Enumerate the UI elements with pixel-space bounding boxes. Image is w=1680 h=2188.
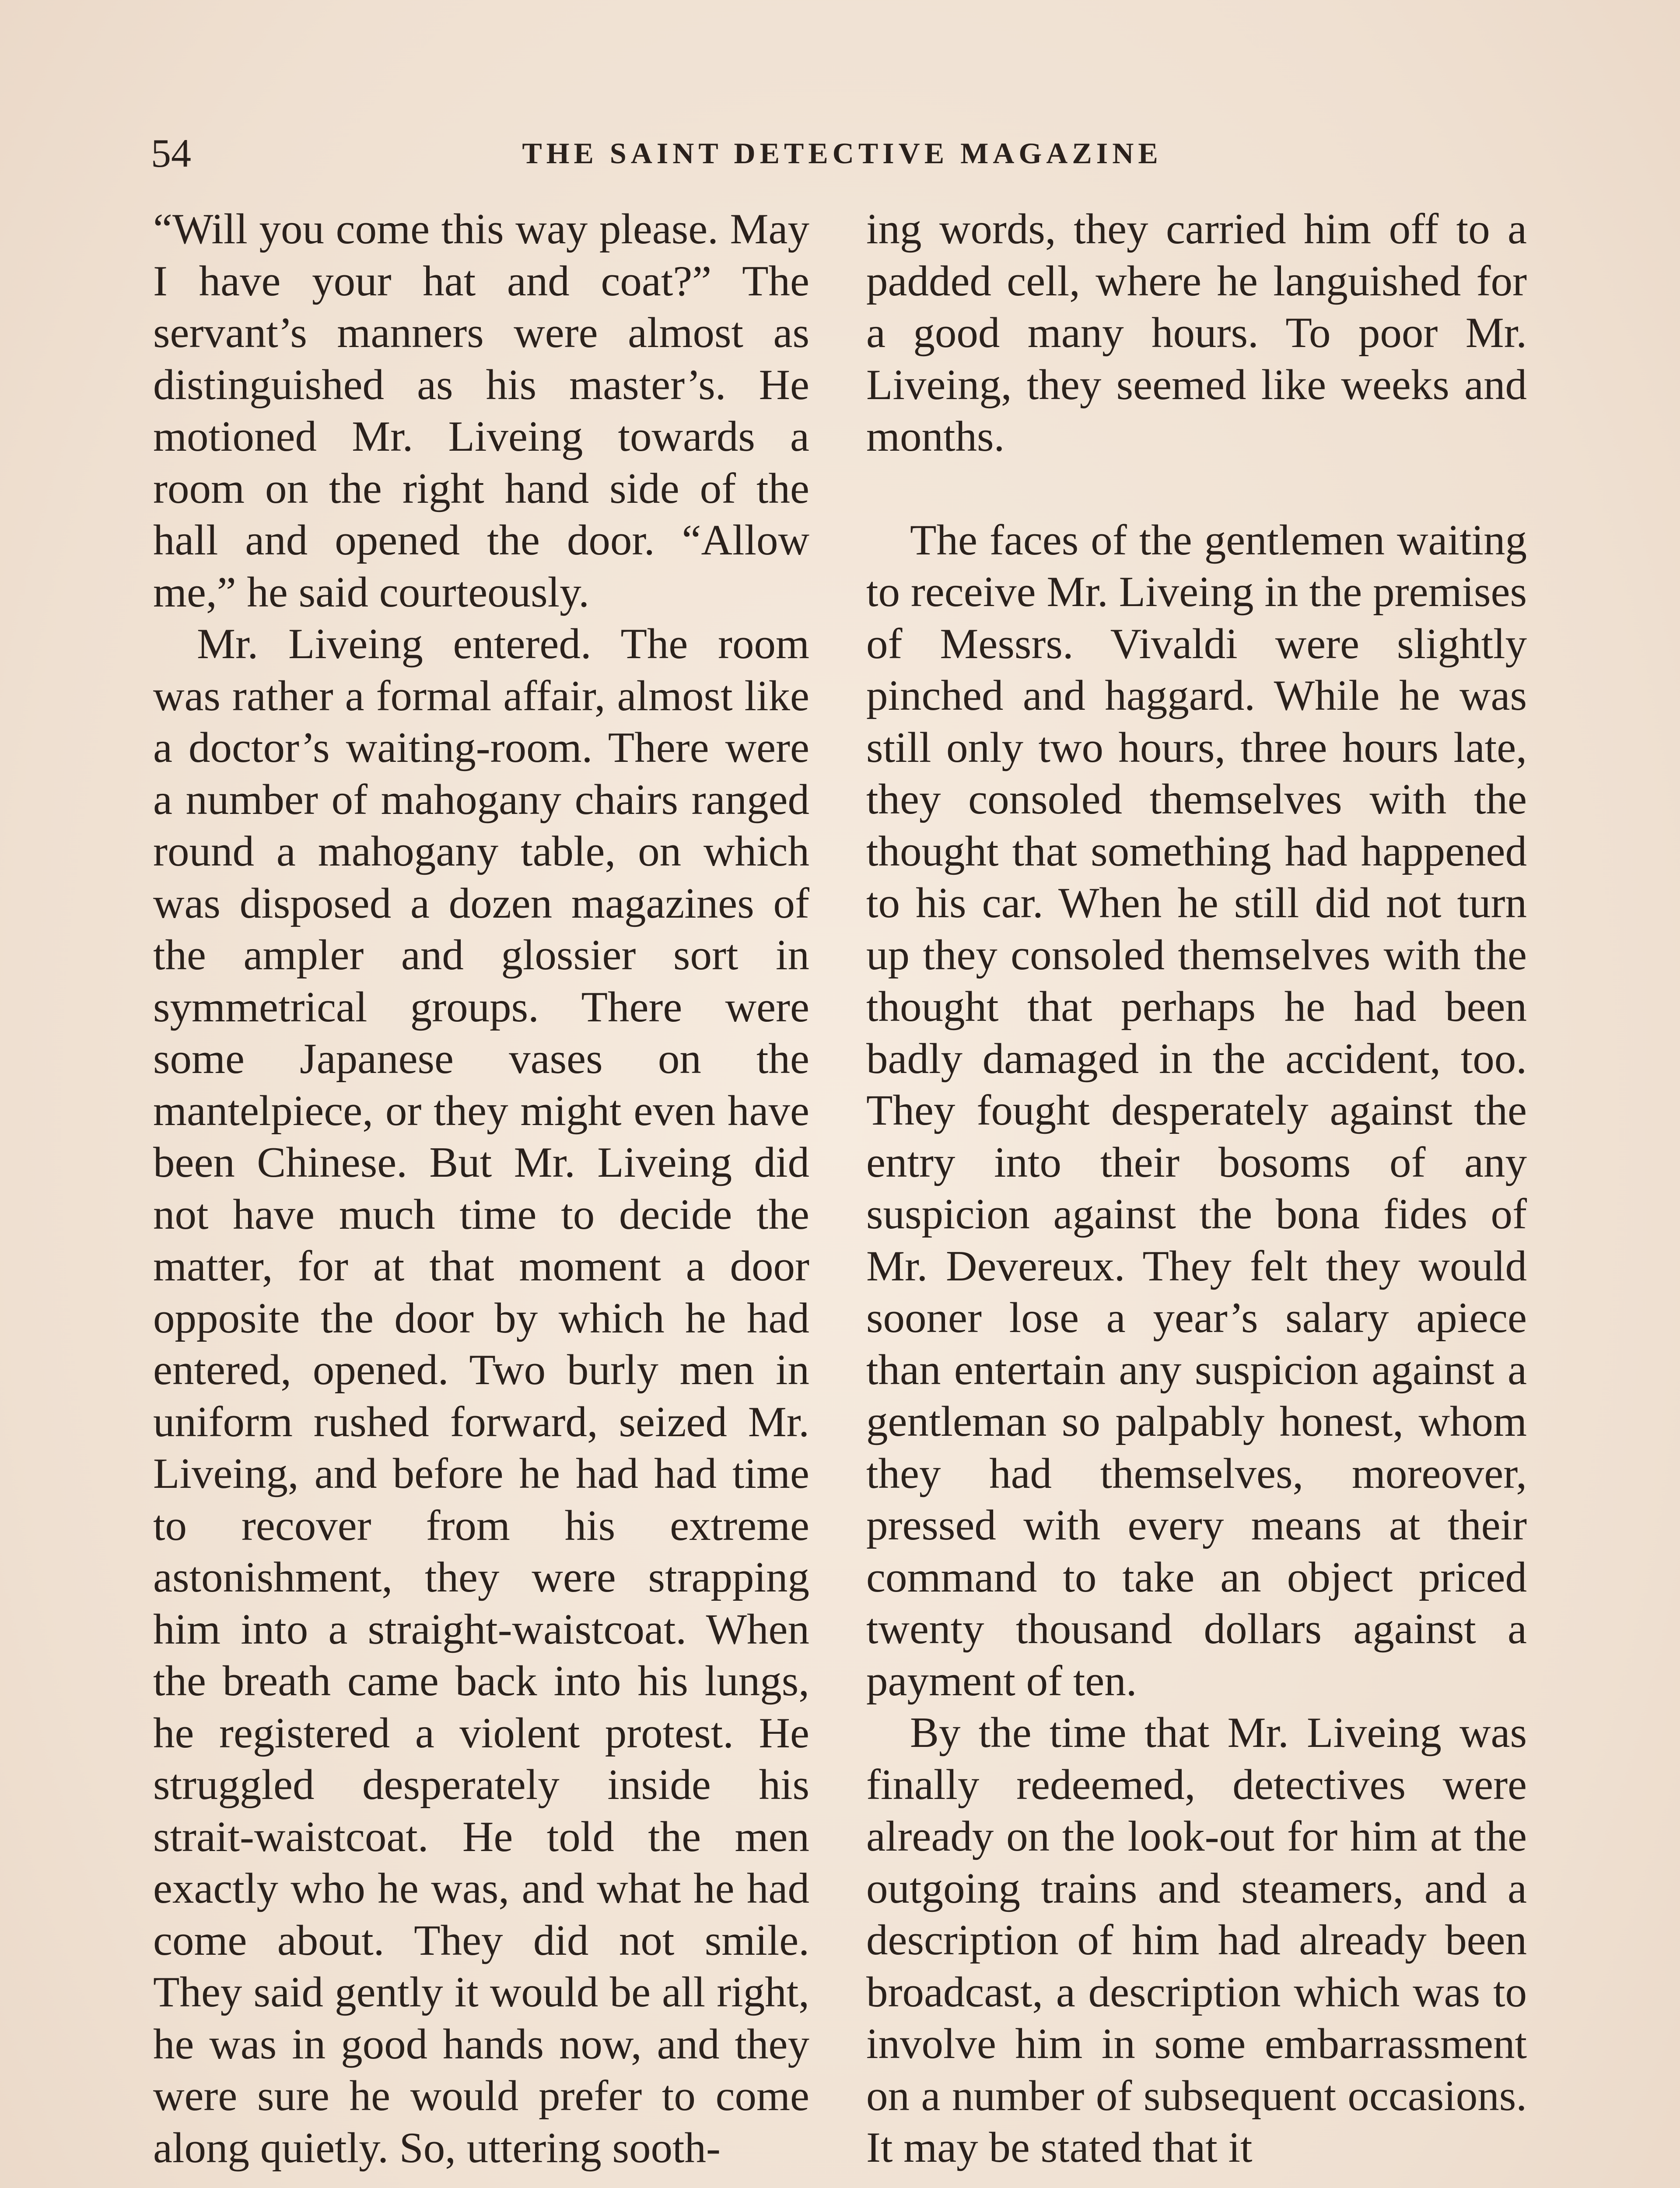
- running-head: THE SAINT DETECTIVE MAGAZINE: [522, 137, 1162, 170]
- page-number: 54: [151, 131, 191, 175]
- left-paragraph-1: “Will you come this way please. May I have your hat and coat?” The servant’s manners were almost as distinguished as his master’s. He motioned Mr. Liveing towards a room on the right hand side of the hall and opened the door. “Allow me,” he said courteously.: [153, 205, 809, 616]
- right-paragraph-3: By the time that Mr. Liveing was finally redeemed, detectives were already on the look-out for him at the outgoing trains and steamers, and a description of him had already been broadcast, a description which was to involve him in some embarrassment on a number of subsequent occasions. It may be stated that it: [866, 1709, 1527, 2171]
- right-paragraph-2: The faces of the gentlemen waiting to receive Mr. Liveing in the premises of Messrs. Vivaldi were slightly pinched and haggard. While he was still only two hours, three hours late, they consoled themselves with the thought that something had happened to his car. When he still did not turn up they consoled themselves with the thought that perhaps he had been badly damaged in the accident, too. They fought desperately against the entry into their bosoms of any suspicion against the bona fides of Mr. Devereux. They felt they would sooner lose a year’s salary apiece than entertain any suspicion against a gentleman so palpably honest, whom they had themselves, moreover, pressed with every means at their command to take an object priced twenty thousand dollars against a payment of ten.: [866, 516, 1527, 1705]
- right-column: [866, 203, 1527, 2174]
- page-header: [151, 129, 1533, 177]
- left-column: [153, 203, 809, 2174]
- right-paragraph-1: ing words, they carried him off to a padded cell, where he languished for a good many hours. To poor Mr. Liveing, they seemed like weeks and months.: [866, 205, 1527, 460]
- left-paragraph-2: Mr. Liveing entered. The room was rather a formal affair, almost like a doctor’s waiting-room. There were a number of mahogany chairs ranged round a mahogany table, on which was disposed a dozen magazines of the ampler and glossier sort in symmetrical groups. There were some Japanese vases on the mantelpiece, or they might even have been Chinese. But Mr. Liveing did not have much time to decide the matter, for at that moment a door opposite the door by which he had entered, opened. Two burly men in uniform rushed forward, seized Mr. Liveing, and before he had had time to recover from his extreme astonishment, they were strapping him into a straight-waistcoat. When the breath came back into his lungs, he registered a violent protest. He struggled desperately inside his strait-waistcoat. He told the men exactly who he was, and what he had come about. They did not smile. They said gently it would be all right, he was in good hands now, and they were sure he would prefer to come along quietly. So, uttering sooth-: [153, 620, 809, 2172]
